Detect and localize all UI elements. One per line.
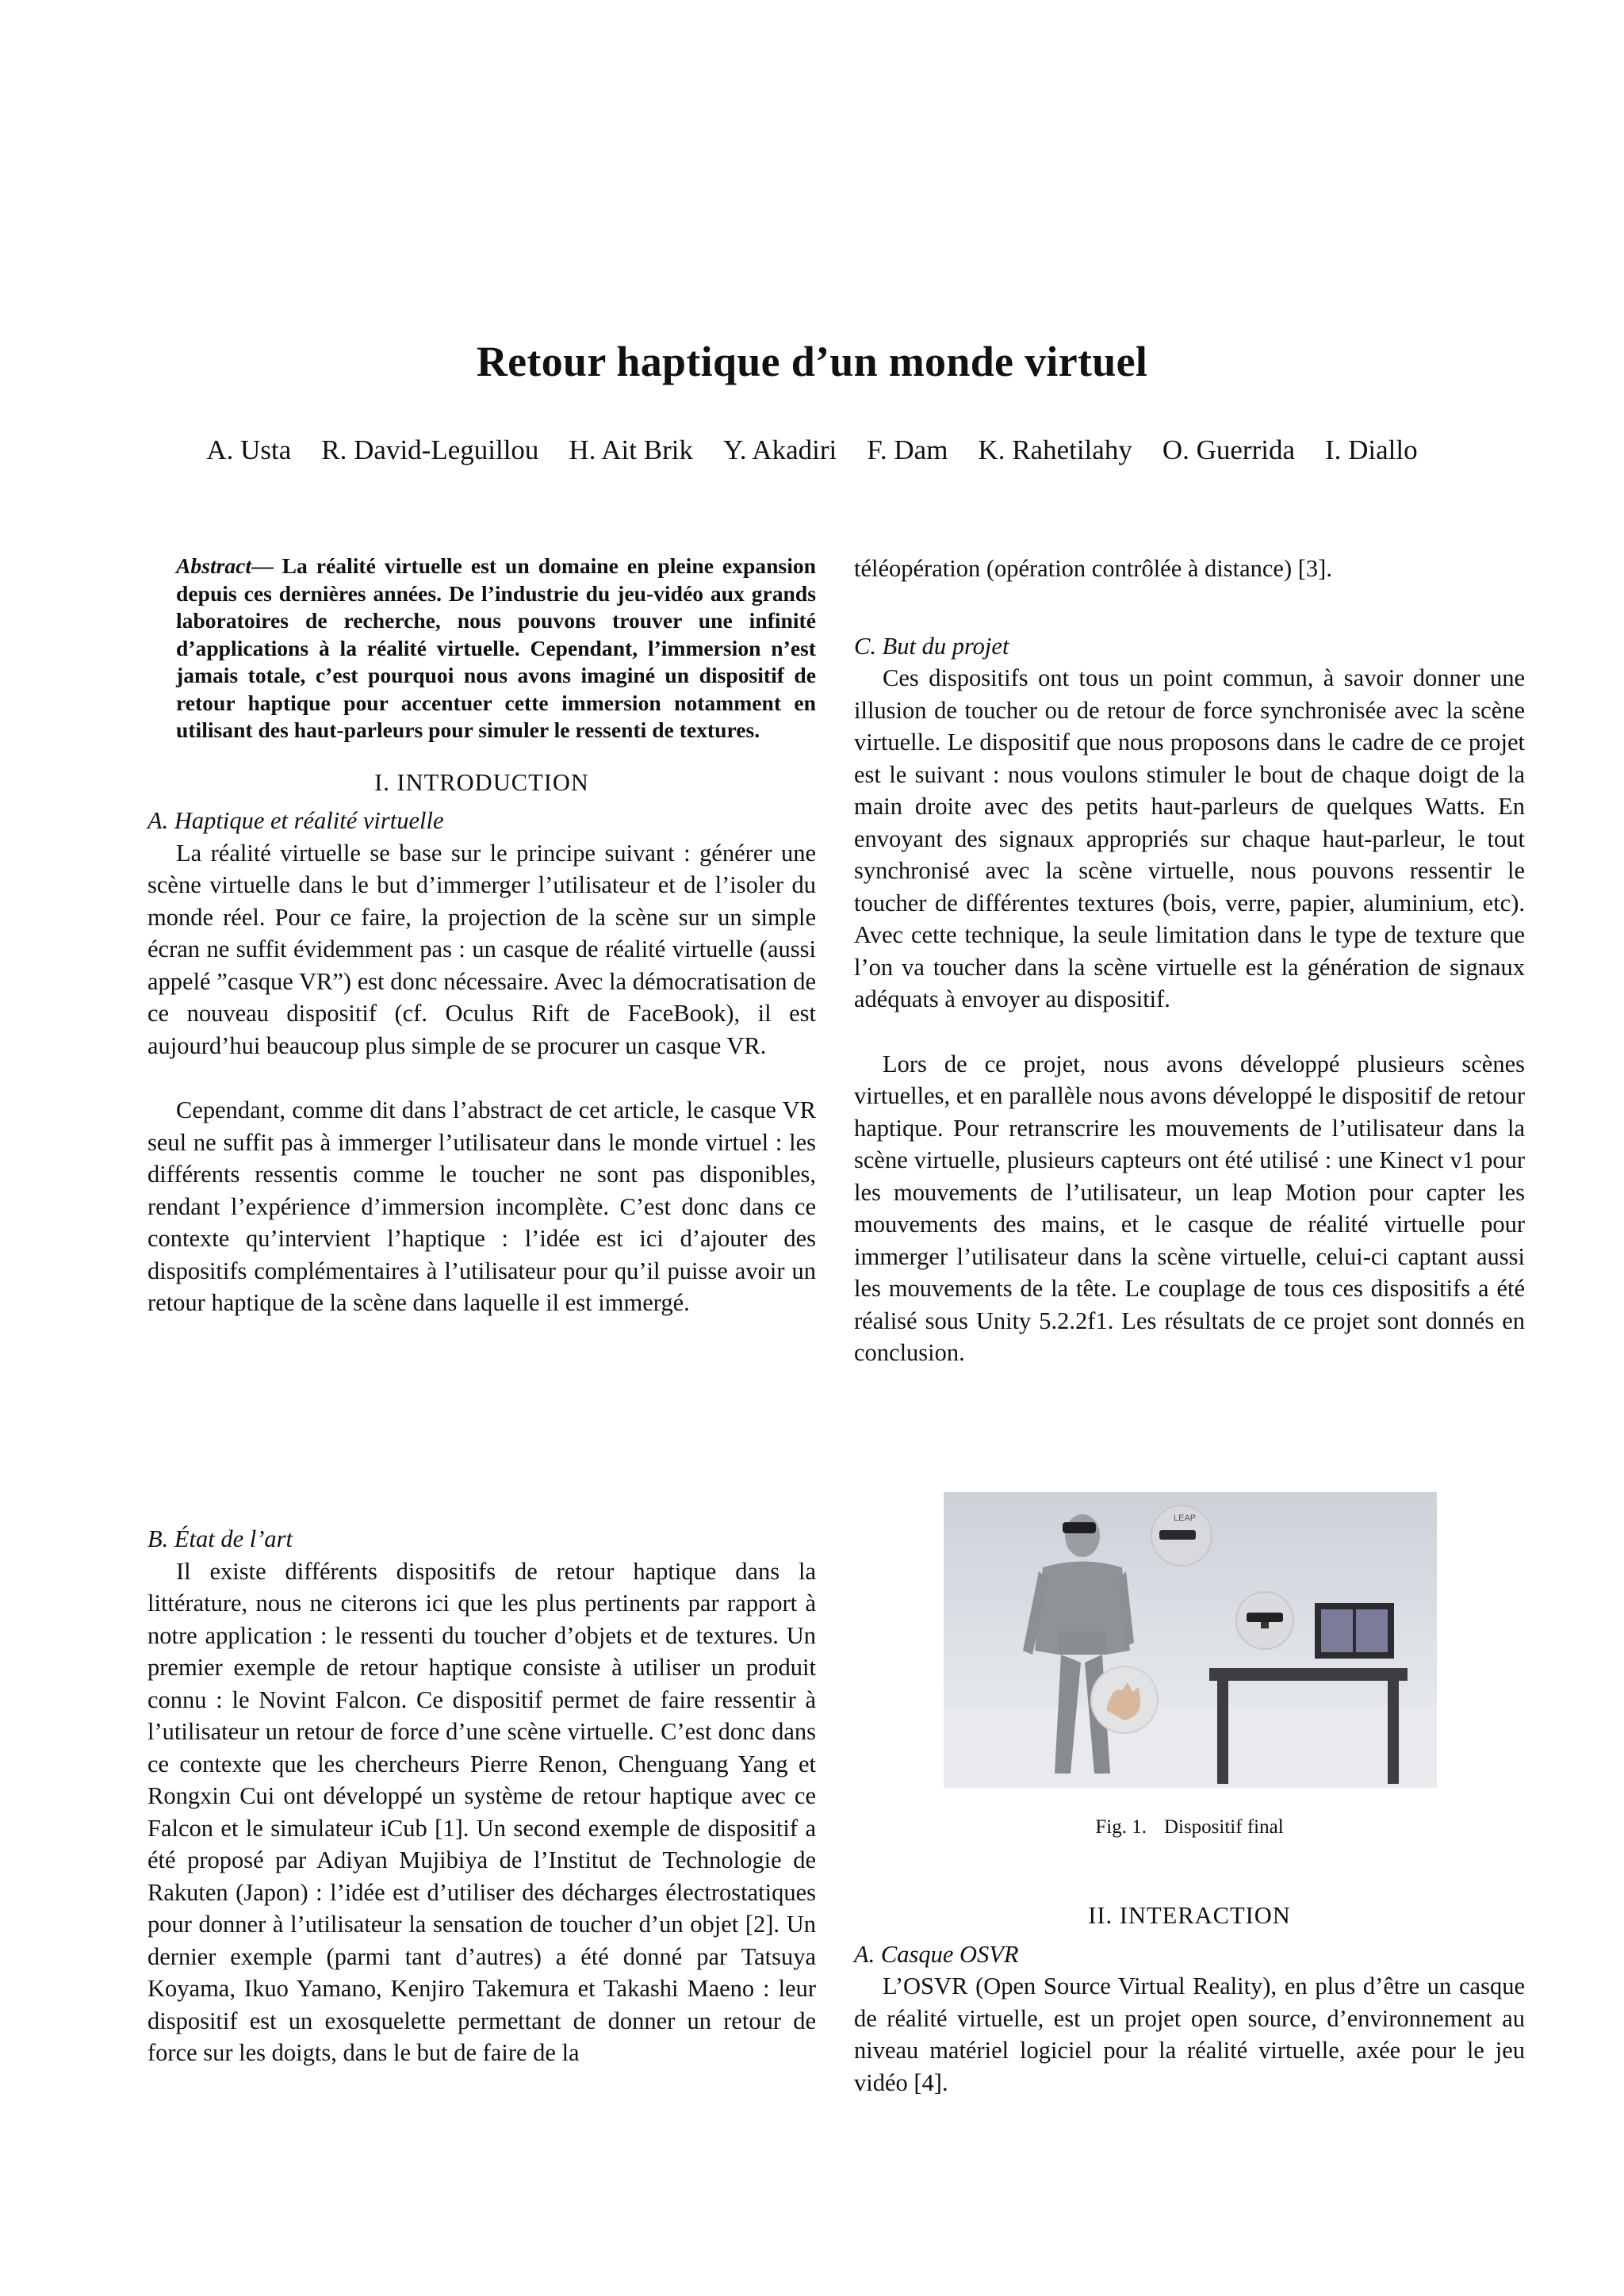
- floor-shape: [944, 1706, 1437, 1788]
- left-column-bottom: [147, 1523, 816, 2069]
- leap-motion-icon: [1159, 1530, 1196, 1540]
- avatar-hips: [1059, 1631, 1106, 1655]
- author-name: H. Ait Brik: [569, 434, 693, 465]
- paper-title: Retour haptique d’un monde virtuel: [476, 338, 1148, 385]
- vr-headset-icon: [1063, 1522, 1096, 1533]
- figure-illustration: [944, 1492, 1437, 1788]
- paragraph: Cependant, comme dit dans l’abstract de cet article, le casque VR seul ne suffit pas à immerger l’utilisateur dans le monde virtuel : les différents ressentis comme le toucher ne sont pas disponibles, rendant l’expérience d’immersion incomplète. C’est donc dans ce contexte qu’intervient l’haptique : l’idée est ici d’ajouter des dispositifs complémentaires à l’utilisateur pour qu’il puisse avoir un retour haptique de la scène dans laquelle il est immergé.: [147, 1096, 816, 1316]
- right-column-bottom: [854, 1900, 1525, 2099]
- author-list: [0, 434, 1624, 466]
- section-heading-interaction: II. INTERACTION: [1088, 1902, 1291, 1929]
- section-heading-introduction: I. INTRODUCTION: [374, 768, 589, 796]
- paragraph: Il existe différents dispositifs de retour haptique dans la littérature, nous ne citerons ici que les plus pertinents par rapport à notre application : le ressenti du toucher d’objets et de textures. Un premier exemple de retour haptique consiste à utiliser un produit connu : le Novint Falcon. Ce dispositif permet de faire ressentir à l’utilisateur un retour de force d’une scène virtuelle. C’est donc dans ce contexte que les chercheurs Pierre Renon, Chenguang Yang et Rongxin Cui ont développé un système de retour haptique avec ce Falcon et le simulateur iCub [1]. Un second exemple de dispositif a été proposé par Adiyan Mujibiya de l’Institut de Technologie de Rakuten (Japon) : l’idée est d’utiliser des décharges électrostatiques pour donner à l’utilisateur la sensation de toucher d’un objet [2]. Un dernier exemple (parmi tant d’autres) a été donné par Tatsuya Koyama, Ikuo Yamano, Kenjiro Takemura et Takashi Maeno : leur dispositif est un exosquelette permettant de donner un retour de force sur les doigts, dans le but de faire de la: [147, 1557, 816, 2066]
- author-name: F. Dam: [867, 434, 948, 465]
- table-leg: [1388, 1681, 1399, 1784]
- monitor-scene-right: [1356, 1609, 1388, 1652]
- subsection-heading: A. Casque OSVR: [854, 1940, 1019, 1968]
- kinect-stand-icon: [1261, 1622, 1269, 1628]
- abstract-text: — La réalité virtuelle est un domaine en pleine expansion depuis ces dernières années. De l’industrie du jeu-vidéo aux grands laboratoires de recherche, nous pouvons trouver une infinité d’applications à la réalité virtuelle. Cependant, l’immersion n’est jamais totale, c’est pourquoi nous avons imaginé un dispositif de retour haptique pour accentuer cette immersion notamment en utilisant des haut-parleurs pour simuler le ressenti de textures.: [176, 553, 816, 742]
- paragraph: L’OSVR (Open Source Virtual Reality), en plus d’être un casque de réalité virtuelle, est un projet open source, d’environnement au niveau matériel logiciel pour la réalité virtuelle, axée pour le jeu vidéo [4].: [854, 1973, 1525, 2096]
- right-column-top: [854, 553, 1525, 1369]
- author-name: Y. Akadiri: [722, 434, 837, 465]
- paragraph: Ces dispositifs ont tous un point commun, à savoir donner une illusion de toucher ou de retour de force synchronisée avec la scène virtuelle. Le dispositif que nous proposons dans le cadre de ce projet est le suivant : nous voulons stimuler le bout de chaque doigt de la main droite avec des petits haut-parleurs de quelques Watts. En envoyant des signaux appropriés sur chaque haut-parleur, le tout synchronisé avec la scène virtuelle, nous pouvons ressentir le toucher de différentes textures (bois, verre, papier, aluminium, etc). Avec cette technique, la seule limitation dans le type de texture que l’on va toucher dans la scène virtuelle est la génération de signaux adéquats à envoyer au dispositif.: [854, 664, 1525, 1012]
- author-name: R. David-Leguillou: [321, 434, 539, 465]
- subsection-heading: A. Haptique et réalité virtuelle: [147, 807, 444, 834]
- monitor-scene-left: [1321, 1609, 1353, 1652]
- table-leg: [1217, 1681, 1228, 1784]
- subsection-heading: C. But du projet: [854, 632, 1009, 660]
- abstract: [147, 553, 816, 744]
- author-name: I. Diallo: [1324, 434, 1418, 465]
- abstract-label: Abstract: [176, 553, 252, 578]
- paragraph-continuation: téléopération (opération contrôlée à distance) [3].: [854, 555, 1332, 582]
- left-column-top: [147, 553, 816, 1319]
- avatar-head: [1065, 1514, 1100, 1557]
- paragraph: La réalité virtuelle se base sur le principe suivant : générer une scène virtuelle dans le but d’immerger l’utilisateur et de l’isoler du monde réel. Pour ce faire, la projection de la scène sur un simple écran ne suffit évidemment pas : un casque de réalité virtuelle (aussi appelé ”casque VR”) est donc nécessaire. Avec la démocratisation de ce nouveau dispositif (cf. Oculus Rift de FaceBook), il est aujourd’hui beaucoup plus simple de se procurer un casque VR.: [147, 839, 816, 1059]
- leap-logo-text: LEAP: [1174, 1513, 1197, 1523]
- figure-caption-text: Dispositif final: [1163, 1816, 1284, 1838]
- figure-label: Fig. 1.: [1095, 1816, 1147, 1838]
- figure-caption: [854, 1816, 1525, 1839]
- author-name: O. Guerrida: [1162, 434, 1295, 465]
- author-name: A. Usta: [206, 434, 292, 465]
- kinect-sensor-icon: [1247, 1613, 1283, 1622]
- author-name: K. Rahetilahy: [978, 434, 1132, 465]
- subsection-heading: B. État de l’art: [147, 1525, 293, 1552]
- figure-image: [944, 1492, 1437, 1788]
- table-top: [1209, 1668, 1408, 1681]
- paragraph: Lors de ce projet, nous avons développé plusieurs scènes virtuelles, et en parallèle nous avons développé le dispositif de retour haptique. Pour retranscrire les mouvements de l’utilisateur dans la scène virtuelle, plusieurs capteurs ont été utilisé : une Kinect v1 pour les mouvements de l’utilisateur, un leap Motion pour capter les mouvements des mains, et le casque de réalité virtuelle pour immerger l’utilisateur dans la scène virtuelle, celui-ci captant aussi les mouvements de la tête. Le couplage de tous ces dispositifs a été réalisé sous Unity 5.2.2f1. Les résultats de ce projet sont donnés en conclusion.: [854, 1050, 1525, 1366]
